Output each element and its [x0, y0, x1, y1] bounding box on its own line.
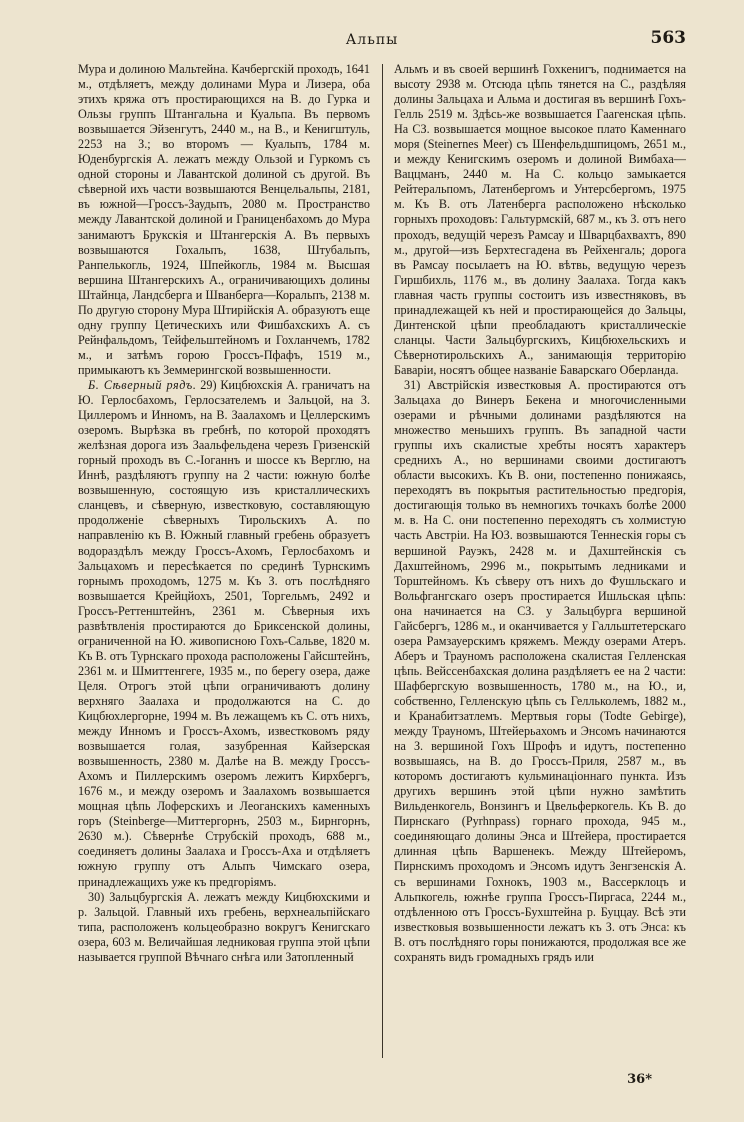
text-columns: [78, 62, 694, 1062]
left-paragraph-1: Мура и долиною Мальтейна. Качбергскій проходъ, 1641 м., отдѣляетъ, между долинами Мура и Лизера, оба этихъ кряжа отъ простирающихся на В. до Гурка и Ользы группъ Штангальна и Куальпа. Въ первомъ возвышается Эйзенгутъ, 2440 м., на В., и Кенигштуль, 2253 на З.; во второмъ — Куальпъ, 1784 м. Юденбургскія А. лежатъ между Ользой и Гуркомъ съ одной стороны и Лавантской долиной съ другой. Въ сѣверной ихъ части возвышаются Венцельальпы, 2181, въ южной—Гроссъ-Заудьпъ, 2080 м. Пространство между Лавантской долиной и Границенбахомъ до Мура занимаютъ Брукскія и Штангерскія А. Въ первыхъ возвышаются Гохальпъ, 1638, Штубальпъ, Ранпелькогль, 1924, Шпейкогль, 1984 м. Высшая вершина Штангерскихъ А., ограничивающихъ долины Штайнца, Ландсберга и Шванберга—Коральпъ, 2138 м. По другую сторону Мура Штирійскія А. образуютъ еще одну группу Цетическихъ или Фишбахскихъ А. съ Рейнфальдомъ, Тейфельштейномъ и Гохланчемъ, 1782 м., и затѣмъ горою Гроссъ-Пфафъ, 1519 м., примыкаютъ къ Земмерингской возвышенности.: [78, 62, 370, 377]
right-paragraph-1: Альмъ и въ своей вершинѣ Гохкенигъ, поднимается на высоту 2938 м. Отсюда цѣпь тянется на С., раздѣляя долины Зальцаха и Альма и достигая въ вершинѣ Гохъ-Гелль 2519 м. Здѣсь-же возвышается Гаагенская цѣпь. На СЗ. возвышается мощное высокое плато Каменнаго моря (Steinernes Meer) съ Шенфельдшпицомъ, 2651 м., и между Кенигскимъ озеромъ и долиной Вимбаха—Ваццманъ, 2440 м. На С. кольцо замыкается Рейтеральпомъ, Латенбергомъ и Унтерсбергомъ, 1975 м. Къ В. отъ Латенберга расположено нѣсколько горныхъ проходовъ: Гальтурмскій, 687 м., къ З. отъ него проходъ, ведущій черезъ Рамсау и Шварцбахвахтъ, 890 м., другой—изъ Берхтесгадена въ Рейхенгаль; дорога въ Рамсау посылаетъ на Ю. вѣтвь, ведущую черезъ Гиршбихль, 1176 м., въ долину Заалаха. Тогда какъ главная часть группы состоитъ изъ известняковъ, въ принадлежащей къ ней и простирающейся до Зальцы, Динтенской цѣпи преобладаютъ кристаллическіе сланцы. Части Зальцбургскихъ, Кицбюхельскихъ и Сѣвернотирольскихъ А., занимающія территорію Баваріи, носятъ общее названіе Баварскаго Оберланда.: [394, 62, 686, 377]
page-number: 563: [650, 28, 686, 48]
left-paragraph-2: [78, 378, 370, 890]
column-divider: [382, 64, 383, 1058]
section-label: Б. Сѣверный рядъ.: [88, 377, 197, 392]
right-paragraph-2: 31) Австрійскія известковыя А. простираются отъ Зальцаха до Винеръ Бекена и многочисленными озерами и рѣчными долинами раздѣляются на множество меньшихъ группъ. Въ западной части группы ихъ скалистые хребты носятъ характеръ среднихъ А., но вершинами своими достигаютъ области высокихъ. Къ В. они, постепенно понижаясь, переходятъ въ покрытыя растительностью предгорія, достигающія только въ немногихъ точкахъ болѣе 2000 м. в. На С. они постепенно переходятъ съ холмистую часть Австріи. На ЮЗ. возвышаются Теннескія горы съ вершиной Рауэкъ, 2428 м. и Дахштейнскія съ Дахштейномъ, 2996 м., покрытымъ ледниками и Торштейномъ. Къ сѣверу отъ нихъ до Фушльскаго и Вольфгангскаго озеръ простирается Ишльская цѣпь: она начинается на СЗ. у Зальцбурга вершиной Гайсбергъ, 1286 м., и оканчивается у Галльштетерскаго озера Рамзауерскимъ кряжемъ. Между озерами Атеръ. Аберъ и Трауномъ расположена скалистая Гелленская цѣпь. Вейссенбахская долина раздѣляетъ ее на 2 части: Шафбергскую возвышенность, 1780 м., на Ю., и, собственно, Гелленскую цѣпь съ Гелльколемъ, 1882 м., и Кранабитзатлемъ. Мертвыя горы (Todte Gebirge), между Трауномъ, Штейерьахомъ и Энсомъ начинаются на З. вершиной Гохъ Шрофъ и идутъ, постепенно возвышаясь, на В. до Гроссъ-Приля, 2587 м., въ которомъ достигаютъ кульминаціоннаго пункта. Изъ другихъ вершинъ этой цѣпи нужно замѣтить Вильденкогель, Вонзингъ и Цвельферкогель. Къ В. до Пирнскаго (Pyrhnpass) горнаго прохода, 945 м., соединяющаго долины Энса и Штейера, простирается длинная цѣпь Варшенекъ. Между Штейеромъ, Пирнскимъ проходомъ и Энсомъ идутъ Зенгзенскія А. съ вершинами Гохнокъ, 1903 м., Вассерклоцъ и Альпкогель, южнѣе группа Гроссъ-Пиргаса, 2244 м., отдѣленною отъ Гроссъ-Бухштейна р. Буццау. Всѣ эти известковыя возвышенности лежатъ къ З. отъ Энса: къ В. отъ послѣдняго горы понижаются, продолжая все же сохранять видъ громадныхъ грядъ или: [394, 377, 686, 964]
left-column: [78, 62, 370, 1062]
left-paragraph-3: 30) Зальцбургскія А. лежатъ между Кицбюхскими и р. Зальцой. Главный ихъ гребень, верхнеальпійскаго типа, расположенъ кольцеобразно вокругъ Кенигскаго озера, 603 м. Величайшая ледниковая группа этой цѣпи называется группой Вѣчнаго снѣга или Затопленный: [78, 889, 370, 964]
running-title: Альпы: [345, 32, 399, 48]
right-column: [394, 62, 686, 1062]
sheet-signature: 36*: [627, 1072, 652, 1087]
page-header: [0, 28, 744, 52]
left-paragraph-2-text: 29) Кицбюхскія А. граничатъ на Ю. Герлосбахомъ, Герлосзателемъ и Зальцой, на З. Циллеромъ и Инномъ, на В. Заалахомъ и Целлерскимъ озеромъ. Вырѣзка въ гребнѣ, по которой проходятъ желѣзная дорога изъ Заальфельдена черезъ Гризенскій горный проходъ въ С.-Іоганнъ и шоссе къ Верглю, на Иннѣ, раздѣляютъ группу на 2 части: южную болѣе возвышенную, состоящую изъ кристаллическихъ сланцевъ, и сѣверную, известковую, составляющую продолженіе сѣверныхъ Тирольскихъ А. по направленію къ В. Южный главный гребень образуетъ водораздѣлъ между Гроссъ-Ахомъ, Герлосбахомъ и Зальцахомъ и пересѣкается по срединѣ Турнскимъ горнымъ проходомъ, 1275 м. Къ З. отъ послѣдняго возвышается Крейцйохъ, 2501, Торгельмъ, 2492 и Гроссъ-Реттенштейнъ, 2361 м. Сѣверныя ихъ развѣтвленія простираются до Бриксенской долины, ограниченной на Ю. живописною Гохъ-Сальве, 1820 м. Къ В. отъ Турнскаго прохода расположены Гайсштейнъ, 2361 м. и Шмиттенгеге, 1935 м., по берегу озера, даже Целя. Отрогъ этой цѣпи ограничиваютъ долину верхняго Заалаха и продолжаются на С. до Кицбюхлергорне, 1994 м. Въ лежащемъ къ С. отъ нихъ, между Инномъ и Гроссъ-Ахомъ, известковомъ ряду возвышается голая, зазубренная Кайзерская возвышенность, 2380 м. Далѣе на В. между Гроссъ-Ахомъ и Пиллерскимъ озеромъ лежитъ Кирхбергъ, 1676 м., и между озеромъ и Заалахомъ возвышается мощная цѣпь Лоферскихъ и Леоганскихъ каменныхъ горъ (Steinberge—Миттергорнъ, 2503 м., Бирнгорнъ, 2630 м.). Сѣвернѣе Струбскій проходъ, 688 м., соединяетъ долины Заалаха и Гроссъ-Аха и отдѣляетъ южную группу отъ Альпъ Чимскаго озера, принадлежащихъ уже къ предгоріямъ.: [78, 377, 370, 889]
